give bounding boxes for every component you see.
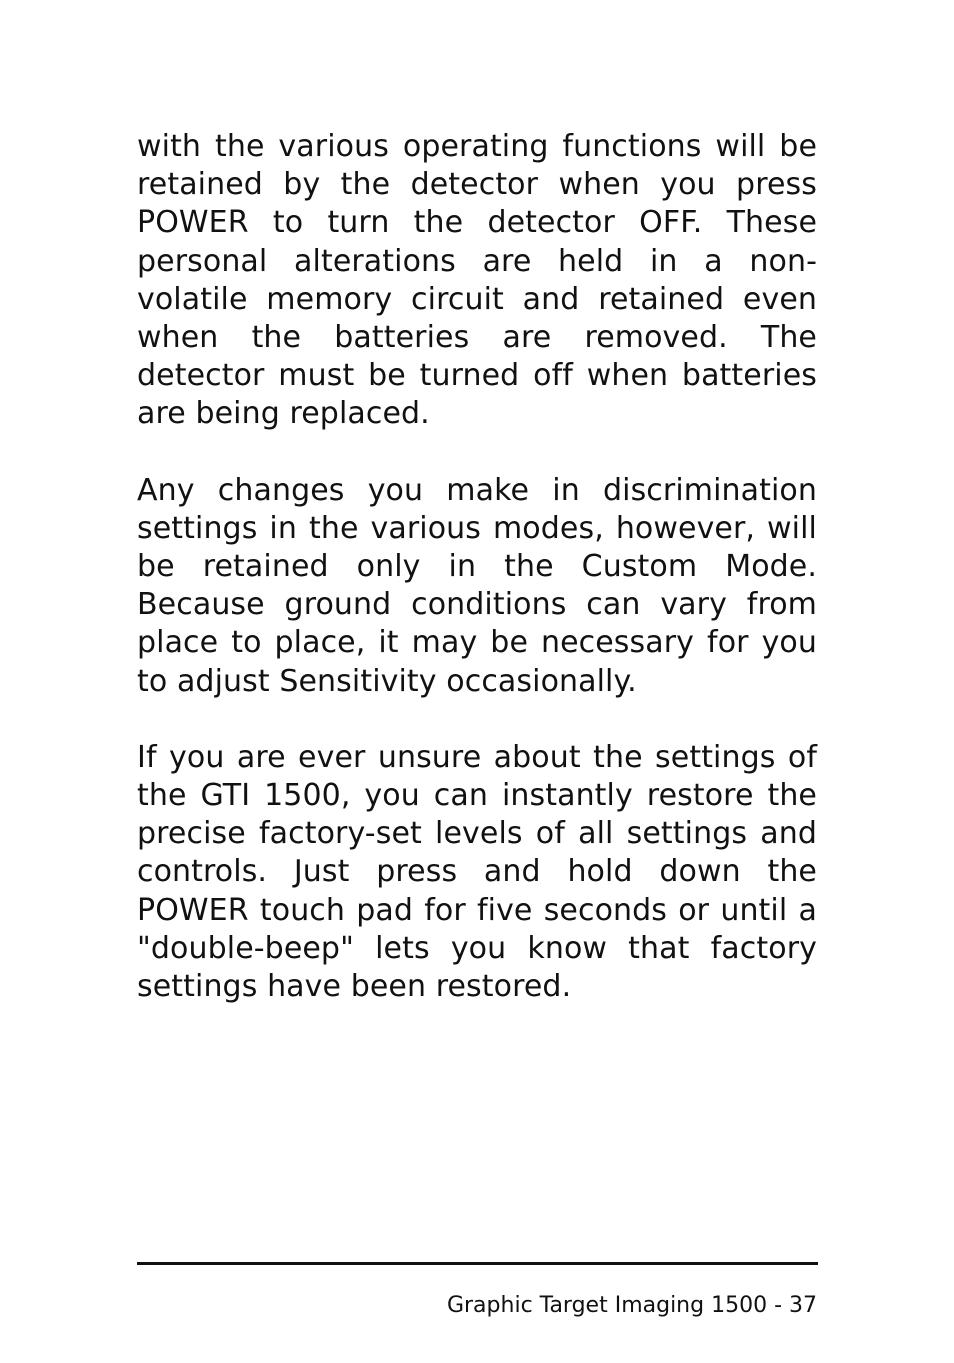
paragraph-factory-restore: If you are ever unsure about the settings of the GTI 1500, you can instantly restore the precise factory-set levels of all settings and controls. Just press and hold down the POWER touch pad for five seconds or until a "double-beep" lets you know that factory settings have been restored. [137, 739, 817, 1005]
footer-divider [137, 1262, 818, 1265]
footer-page-label: Graphic Target Imaging 1500 - 37 [446, 1293, 817, 1318]
paragraph-discrimination-settings: Any changes you make in discrimination settings in the various modes, however, will be retained only in the Custom Mode. Because ground conditions can vary from place to place, it may be necessary for you to adjust Sensitivity occasionally. [137, 472, 817, 699]
paragraph-retained-settings: with the various operating functions will be retained by the detector when you press POWER to turn the detector OFF. These personal alterations are held in a non-volatile memory circuit and retained even when the batteries are removed. The detector must be turned off when batteries are being replaced. [137, 129, 817, 432]
body-text [137, 128, 817, 1044]
